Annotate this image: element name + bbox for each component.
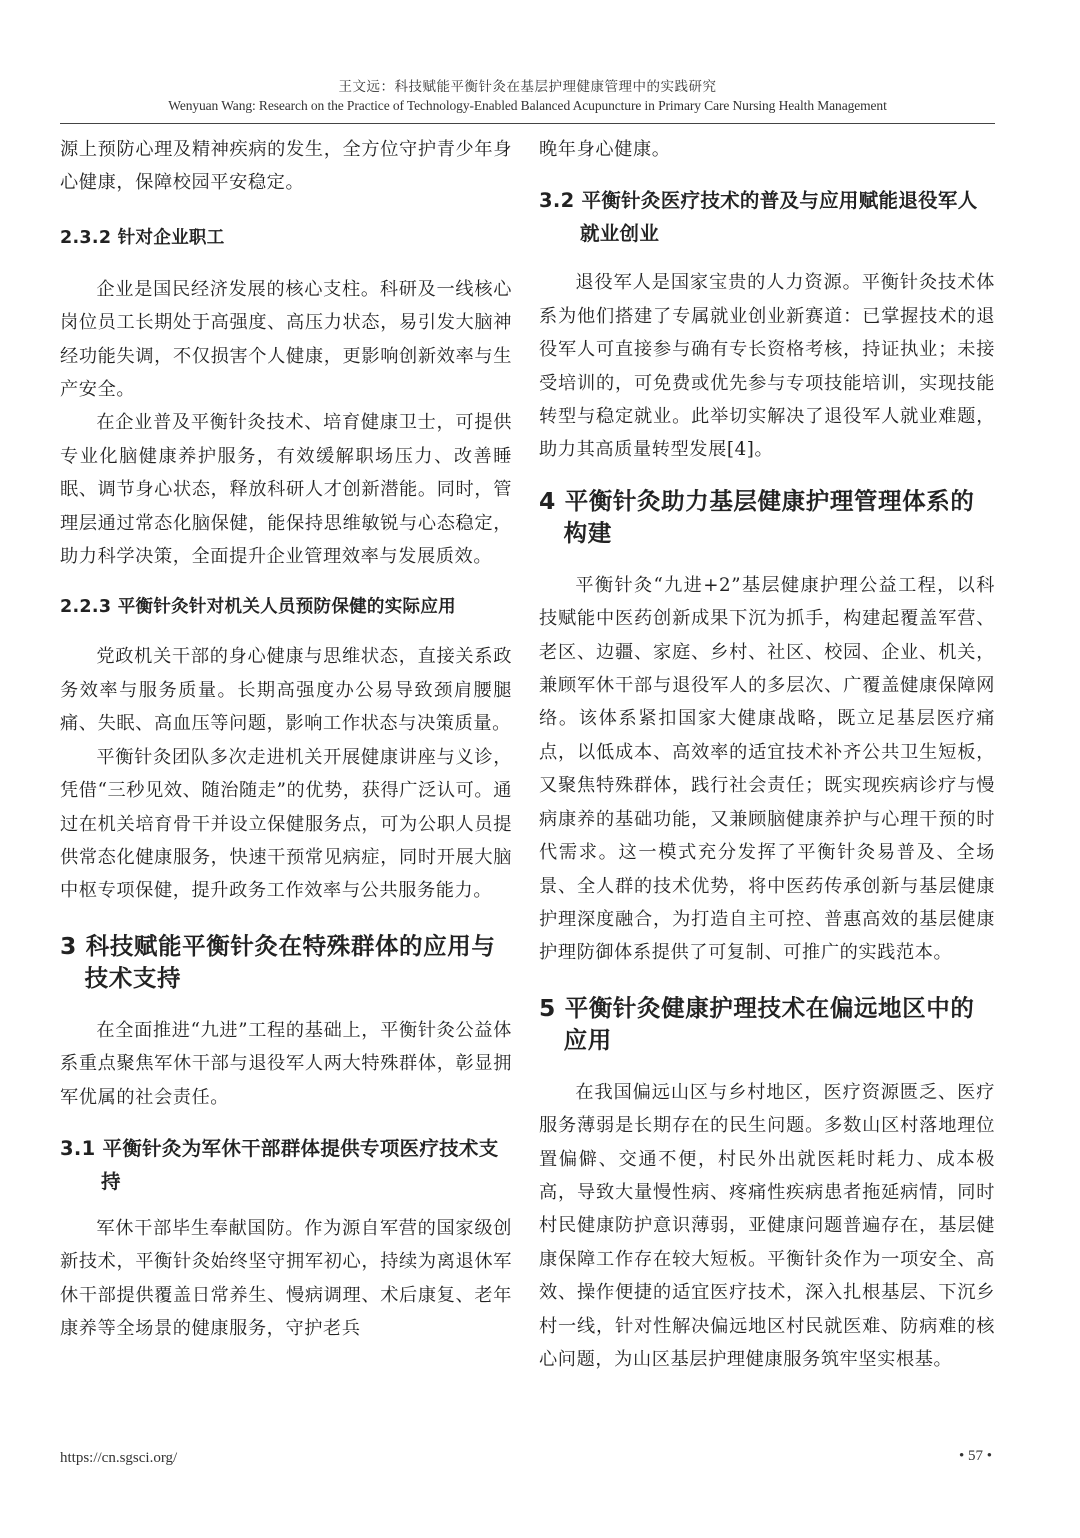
heading-section-4: 4 平衡针灸助力基层健康护理管理体系的构建: [539, 486, 975, 547]
paragraph-continued-left: 源上预防心理及精神疾病的发生，全方位守护青少年身心健康，保障校园平安稳定。: [60, 139, 512, 194]
heading-2-3-2: 2.3.2 针对企业职工: [60, 227, 225, 248]
header-english-title: Wenyuan Wang: Research on the Practice of Technology-Enabled Balanced Acupuncture in Primary Care Nursing Health Management: [168, 98, 887, 113]
heading-3-1: 3.1 平衡针灸为军休干部群体提供专项医疗技术支持: [60, 1136, 499, 1193]
footer-page-number: • 57 •: [958, 1448, 992, 1464]
paragraph-section-3: 在全面推进“九进”工程的基础上，平衡针灸公益体系重点聚焦军休干部与退役军人两大特殊群体，彰显拥军优属的社会责任。: [60, 1019, 512, 1108]
paragraph-continued-right: 晚年身心健康。: [539, 139, 671, 160]
heading-section-5: 5 平衡针灸健康护理技术在偏远地区中的应用: [539, 993, 975, 1054]
paragraph-2-2-3-a: 党政机关干部的身心健康与思维状态，直接关系政务效率与服务质量。长期高强度办公易导致颈肩腰腿痛、失眠、高血压等问题，影响工作状态与决策质量。: [60, 646, 512, 735]
right-column: [539, 133, 995, 1376]
left-column: [60, 133, 512, 1346]
running-header: [60, 78, 995, 116]
header-chinese-title: 王文远：科技赋能平衡针灸在基层护理健康管理中的实践研究: [338, 79, 717, 95]
paragraph-2-3-2-b: 在企业普及平衡针灸技术、培育健康卫士，可提供专业化脑健康养护服务，有效缓解职场压力、改善睡眠、调节身心状态，释放科研人才创新潜能。同时，管理层通过常态化脑保健，能保持思维敏锐与心态稳定，助力科学决策，全面提升企业管理效率与发展质效。: [60, 412, 512, 568]
paragraph-section-4: 平衡针灸“九进+2”基层健康护理公益工程，以科技赋能中医药创新成果下沉为抓手，构建起覆盖军营、老区、边疆、家庭、乡村、社区、校园、企业、机关，兼顾军休干部与退役军人的多层次、广覆盖健康保障网络。该体系紧扣国家大健康战略，既立足基层医疗痛点，以低成本、高效率的适宜技术补齐公共卫生短板，又聚焦特殊群体，践行社会责任；既实现疾病诊疗与慢病康养的基础功能，又兼顾脑健康养护与心理干预的时代需求。这一模式充分发挥了平衡针灸易普及、全场景、全人群的技术优势，将中医药传承创新与基层健康护理深度融合，为打造自主可控、普惠高效的基层健康护理防御体系提供了可复制、可推广的实践范本。: [539, 574, 995, 964]
paragraph-section-5: 在我国偏远山区与乡村地区，医疗资源匮乏、医疗服务薄弱是长期存在的民生问题。多数山区村落地理位置偏僻、交通不便，村民外出就医耗时耗力、成本极高，导致大量慢性病、疼痛性疾病患者拖延病情，同时村民健康防护意识薄弱，亚健康问题普遍存在，基层健康保障工作存在较大短板。平衡针灸作为一项安全、高效、操作便捷的适宜医疗技术，深入扎根基层、下沉乡村一线，针对性解决偏远地区村民就医难、防病难的核心问题，为山区基层护理健康服务筑牢坚实根基。: [539, 1081, 995, 1370]
paragraph-3-1: 军休干部毕生奉献国防。作为源自军营的国家级创新技术，平衡针灸始终坚守拥军初心，持续为离退休军休干部提供覆盖日常养生、慢病调理、术后康复、老年康养等全场景的健康服务，守护老兵: [60, 1217, 512, 1340]
paragraph-2-2-3-b: 平衡针灸团队多次走进机关开展健康讲座与义诊，凭借“三秒见效、随治随走”的优势，获得广泛认可。通过在机关培育骨干并设立保健服务点，可为公职人员提供常态化健康服务，快速干预常见病症，同时开展大脑中枢专项保健，提升政务工作效率与公共服务能力。: [60, 746, 512, 902]
footer-url: https://cn.sgsci.org/: [60, 1450, 178, 1466]
header-rule: [60, 123, 995, 124]
paragraph-3-2: 退役军人是国家宝贵的人力资源。平衡针灸技术体系为他们搭建了专属就业创业新赛道：已掌握技术的退役军人可直接参与确有专长资格考核，持证执业；未接受培训的，可免费或优先参与专项技能培训，实现技能转型与稳定就业。此举切实解决了退役军人就业难题，助力其高质量转型发展[4]。: [539, 272, 995, 461]
heading-3-2: 3.2 平衡针灸医疗技术的普及与应用赋能退役军人就业创业: [539, 189, 978, 246]
heading-2-2-3: 2.2.3 平衡针灸针对机关人员预防保健的实际应用: [60, 597, 456, 618]
heading-section-3: 3 科技赋能平衡针灸在特殊群体的应用与技术支持: [60, 931, 496, 992]
paragraph-2-3-2-a: 企业是国民经济发展的核心支柱。科研及一线核心岗位员工长期处于高强度、高压力状态，易引发大脑神经功能失调，不仅损害个人健康，更影响创新效率与生产安全。: [60, 278, 512, 401]
